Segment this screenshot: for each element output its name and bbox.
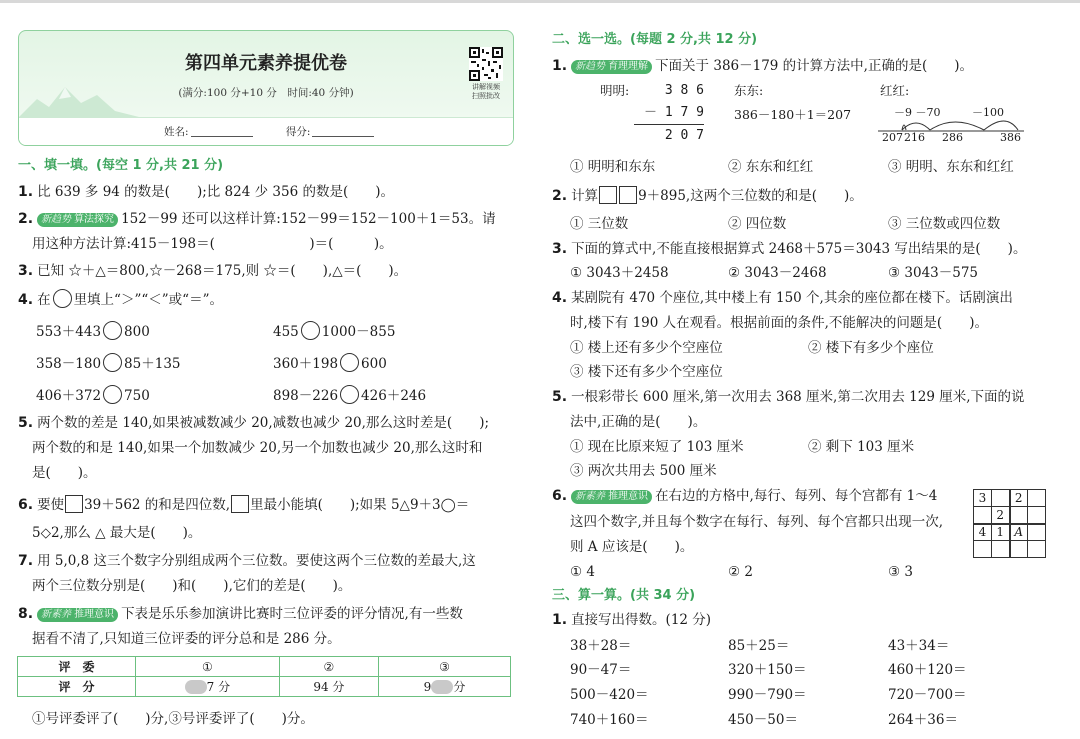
option[interactable]: ② 楼下有多少个座位 <box>808 340 934 356</box>
option[interactable]: ① 4 <box>570 564 595 580</box>
choice-1: 1. 新趋势 育理理解 下面关于 386－179 的计算方法中,正确的是( )。 <box>552 58 974 74</box>
answer-box[interactable] <box>65 495 83 513</box>
choice-6: 6. 新素养 推理意识 在右边的方格中,每行、每列、每个宫都有 1～4 <box>552 488 938 504</box>
compare-circle[interactable] <box>103 353 122 372</box>
option[interactable]: ② 2 <box>728 564 753 580</box>
calc-item[interactable]: 450－50＝ <box>728 712 798 728</box>
compare-item: 358－180 85＋135 <box>36 353 181 373</box>
option[interactable]: ① 明明和东东 <box>570 159 656 175</box>
numberline-jump-big: －100 <box>972 106 1004 119</box>
numberline-jumps: －9 －70 <box>894 106 941 119</box>
name-blank[interactable] <box>191 125 253 137</box>
question-4: 4. 在 里填上“＞”“＜”或“＝”。 <box>18 289 223 309</box>
table-row: 3 2 <box>974 490 1046 507</box>
choice-6-line2: 这四个数字,并且每个数字在每行、每列、每个宫都只出现一次, <box>570 514 944 530</box>
name-label: 姓名: <box>164 126 189 138</box>
option[interactable]: ② 四位数 <box>728 216 787 232</box>
section-1-title: 一、填一填。(每空 1 分,共 21 分) <box>18 158 224 173</box>
vertical-subtraction: 3 8 6 － 1 7 9 2 0 7 <box>634 80 704 147</box>
question-6: 6. 要使 39＋562 的和是四位数, 里最小能填( );如果 5△9＋3◯＝ <box>18 497 470 513</box>
question-2-line2: 用这种方法计算:415－198＝( )＝( )。 <box>32 236 393 252</box>
compare-item: 553＋443 800 <box>36 321 150 341</box>
compare-circle[interactable] <box>103 385 122 404</box>
question-2: 2. 新趋势 算法探究 152－99 还可以这样计算:152－99＝152－100＋1＝53。请 <box>18 211 496 227</box>
question-3: 3. 已知 ☆＋△＝800,☆－268＝175,则 ☆＝( ),△＝( )。 <box>18 263 408 279</box>
compare-circle <box>53 289 72 308</box>
table-row: 评 分 7 分 94 分 9 分 <box>18 677 511 697</box>
judge-score-table <box>17 656 511 697</box>
table-row: 2 <box>974 507 1046 524</box>
qr-code-icon[interactable] <box>469 47 503 81</box>
score-blank[interactable] <box>312 125 374 137</box>
compare-circle[interactable] <box>103 321 122 340</box>
table-row <box>974 541 1046 558</box>
calc-item[interactable]: 500－420＝ <box>570 687 649 703</box>
tag-badge: 新素养 推理意识 <box>571 490 652 504</box>
compare-item: 898－226 426＋246 <box>273 385 426 405</box>
dongdong-label: 东东: <box>734 83 764 98</box>
option[interactable]: ① 楼上还有多少个空座位 <box>570 340 723 356</box>
option[interactable]: ③ 明明、东东和红红 <box>888 159 1014 175</box>
choice-2: 2. 计算 9＋895,这两个三位数的和是( )。 <box>552 188 863 204</box>
choice-5-line2: 法中,正确的是( )。 <box>570 414 707 430</box>
option[interactable]: ③ 3043－575 <box>888 265 979 281</box>
table-row: 4 1 A <box>974 524 1046 541</box>
compare-circle[interactable] <box>340 353 359 372</box>
tag-badge: 新趋势 育理理解 <box>571 60 652 74</box>
compare-item: 455 1000－855 <box>273 321 395 341</box>
calc-item[interactable]: 460＋120＝ <box>888 662 967 678</box>
left-column <box>18 0 518 739</box>
option[interactable]: ① 现在比原来短了 103 厘米 <box>570 439 744 455</box>
exam-subtitle: (满分:100 分+10 分 时间:40 分钟) <box>178 87 354 99</box>
question-5: 5. 两个数的差是 140,如果被减数减少 20,减数也减少 20,那么这时差是( ); <box>18 415 490 431</box>
option[interactable]: ② 剩下 103 厘米 <box>808 439 915 455</box>
calc-item[interactable]: 740＋160＝ <box>570 712 649 728</box>
page-title: 第四单元素养提优卷 <box>185 53 347 74</box>
option[interactable]: ② 东东和红红 <box>728 159 814 175</box>
calc-item[interactable]: 720－700＝ <box>888 687 967 703</box>
qr-caption: 讲解视频 扫照批改 <box>472 83 500 100</box>
nl-386: 386 <box>1000 131 1021 144</box>
option[interactable]: ③ 两次共用去 500 厘米 <box>570 463 717 479</box>
choice-6-line3: 则 A 应该是( )。 <box>570 539 694 555</box>
section-2-title: 二、选一选。(每题 2 分,共 12 分) <box>552 32 758 47</box>
option[interactable]: ③ 三位数或四位数 <box>888 216 1001 232</box>
calc-item[interactable]: 38＋28＝ <box>570 638 632 654</box>
calc-item[interactable]: 320＋150＝ <box>728 662 807 678</box>
calc-item[interactable]: 43＋34＝ <box>888 638 950 654</box>
mingming-label: 明明: <box>600 83 630 98</box>
worksheet-header <box>18 30 514 146</box>
choice-4-line2: 时,楼下有 190 人在观看。根据前面的条件,不能解决的问题是( )。 <box>570 315 988 331</box>
smudge <box>185 680 207 694</box>
question-6-line2: 5◇2,那么 △ 最大是( )。 <box>32 525 202 541</box>
section-3-title: 三、算一算。(共 34 分) <box>552 588 696 603</box>
option[interactable]: ③ 3 <box>888 564 913 580</box>
calc-item[interactable]: 85＋25＝ <box>728 638 790 654</box>
answer-box[interactable] <box>619 186 637 204</box>
option[interactable]: ② 3043－2468 <box>728 265 827 281</box>
question-7-line2: 两个三位数分别是( )和( ),它们的差是( )。 <box>32 578 352 594</box>
compare-item: 406＋372 750 <box>36 385 150 405</box>
question-8-line2: 据看不清了,只知道三位评委的评分总和是 286 分。 <box>32 631 341 647</box>
question-8-answer: ①号评委评了( )分,③号评委评了( )分。 <box>32 711 314 727</box>
calc-item[interactable]: 264＋36＝ <box>888 712 958 728</box>
question-7: 7. 用 5,0,8 这三个数字分别组成两个三位数。要使这两个三位数的差最大,这 <box>18 553 476 569</box>
answer-box[interactable] <box>599 186 617 204</box>
choice-4: 4. 某剧院有 470 个座位,其中楼上有 150 个,其余的座位都在楼下。话剧演出 <box>552 290 1013 306</box>
answer-box[interactable] <box>231 495 249 513</box>
calc-item[interactable]: 990－790＝ <box>728 687 807 703</box>
choice-5: 5. 一根彩带长 600 厘米,第一次用去 368 厘米,第二次用去 129 厘米,下面的说 <box>552 389 1025 405</box>
score-label: 得分: <box>285 126 311 138</box>
option[interactable]: ③ 楼下还有多少个空座位 <box>570 364 723 380</box>
nl-286: 286 <box>942 131 963 144</box>
question-8: 8. 新素养 推理意识 下表是乐乐参加演讲比赛时三位评委的评分情况,有一些数 <box>18 606 463 622</box>
calc-1: 1. 直接写出得数。(12 分) <box>552 612 712 628</box>
nl-216: 216 <box>904 131 925 144</box>
nl-207: 207 <box>882 131 903 144</box>
question-5-line2: 两个数的和是 140,如果一个加数减少 20,另一个加数也减少 20,那么这时和 <box>32 440 483 456</box>
compare-item: 360＋198 600 <box>273 353 387 373</box>
tag-badge: 新趋势 算法探究 <box>37 213 118 227</box>
honghong-label: 红红: <box>880 83 910 98</box>
choice-3: 3. 下面的算式中,不能直接根据算式 2468＋575＝3043 写出结果的是( )。 <box>552 241 1027 257</box>
option[interactable]: ① 3043＋2458 <box>570 265 669 281</box>
tag-badge: 新素养 推理意识 <box>37 608 118 622</box>
right-column <box>552 0 1062 739</box>
smudge <box>431 680 453 694</box>
option[interactable]: ① 三位数 <box>570 216 629 232</box>
question-5-line3: 是( )。 <box>32 465 97 481</box>
table-row: 评 委 ① ② ③ <box>18 657 511 677</box>
compare-circle[interactable] <box>340 385 359 404</box>
question-1: 1. 比 639 多 94 的数是( );比 824 少 356 的数是( )。 <box>18 184 394 200</box>
dongdong-equation: 386－180＋1＝207 <box>734 107 852 122</box>
calc-item[interactable]: 90－47＝ <box>570 662 632 678</box>
name-score-bar <box>19 117 513 145</box>
compare-circle[interactable] <box>301 321 320 340</box>
sudoku-grid <box>973 489 1046 558</box>
